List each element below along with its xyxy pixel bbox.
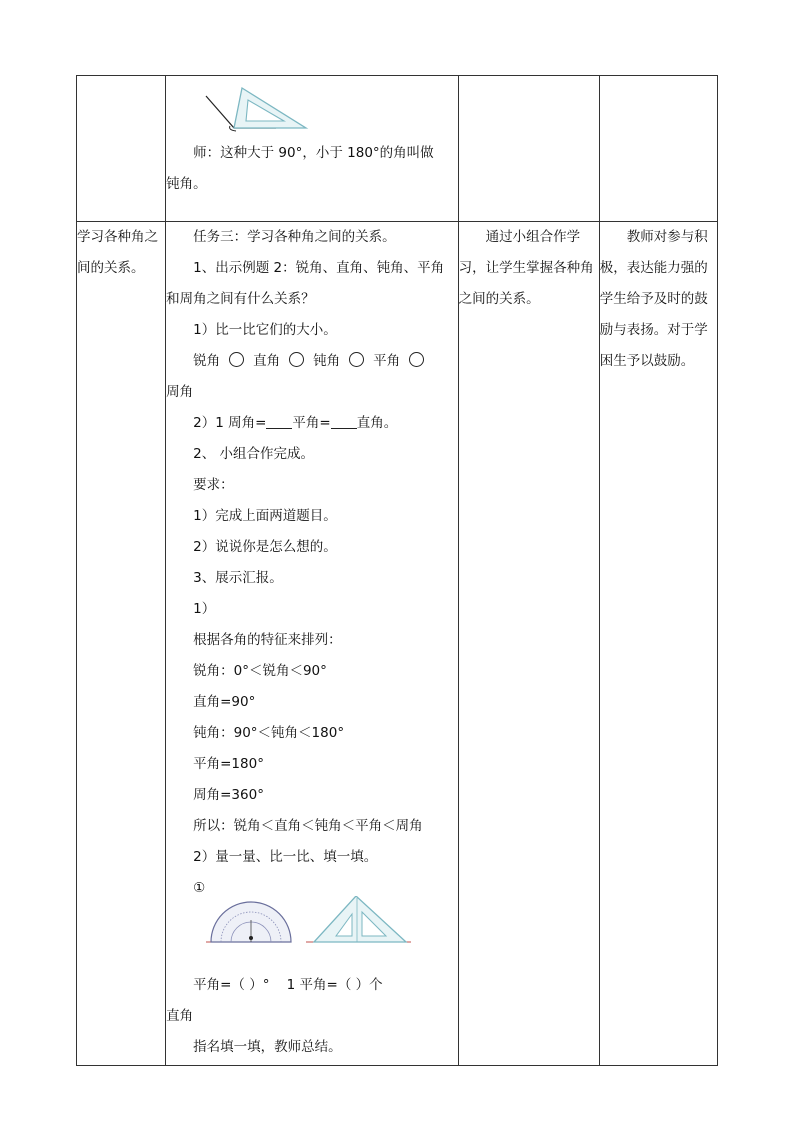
triangle-ruler-figure bbox=[166, 76, 457, 138]
summary: 指名填一填，教师总结。 bbox=[193, 1039, 342, 1055]
angle-label: 直角 bbox=[253, 353, 281, 369]
fill-straight bbox=[166, 970, 457, 1001]
straight-definition: 平角=180° bbox=[193, 756, 264, 772]
section-title: 学习各种角之间的关系。 bbox=[77, 229, 158, 276]
cell-design-intent bbox=[458, 222, 599, 1066]
cell-empty bbox=[77, 76, 166, 222]
angle-label: 锐角 bbox=[193, 353, 221, 369]
example-line: 1、出示例题 2：锐角、直角、钝角、平角 bbox=[193, 260, 445, 276]
table-row bbox=[77, 222, 718, 1066]
group-work: 2、 小组合作完成。 bbox=[193, 446, 315, 462]
requirement-item: 1）完成上面两道题目。 bbox=[193, 508, 337, 524]
obtuse-definition: 钝角：90°＜钝角＜180° bbox=[193, 725, 345, 741]
evaluation-text: 教师对参与积极，表达能力强的学生给予及时的鼓励与表扬。对于学困生予以鼓励。 bbox=[599, 229, 708, 369]
report-step: 3、展示汇报。 bbox=[193, 570, 283, 586]
cell-teaching-content bbox=[166, 222, 458, 1066]
task-title: 任务三：学习各种角之间的关系。 bbox=[193, 229, 396, 245]
angle-label-last: 周角 bbox=[166, 384, 194, 400]
lesson-plan-table bbox=[76, 75, 718, 1066]
cell-empty bbox=[599, 76, 717, 222]
circle-blank-icon bbox=[349, 352, 364, 367]
obtuse-angle-diagram bbox=[166, 76, 316, 138]
circle-blank-icon bbox=[229, 352, 244, 367]
requirement-item: 2）说说你是怎么想的。 bbox=[193, 539, 337, 555]
part-label: 2）量一量、比一比、填一填。 bbox=[193, 849, 378, 865]
requirement-heading: 要求： bbox=[193, 477, 234, 493]
protractor-ruler-figure bbox=[166, 904, 457, 970]
cell-empty bbox=[458, 76, 599, 222]
angle-compare-row bbox=[166, 346, 457, 377]
fill-straight-right: 1 平角=（ ）个 bbox=[286, 977, 383, 993]
compare-instruction: 1）比一比它们的大小。 bbox=[193, 322, 337, 338]
angle-label: 平角 bbox=[373, 353, 401, 369]
teacher-definition-cont: 钝角。 bbox=[166, 176, 207, 192]
arrange-instruction: 根据各角的特征来排列： bbox=[193, 632, 342, 648]
table-row bbox=[77, 76, 718, 222]
fill-suffix: 直角。 bbox=[356, 415, 398, 431]
protractor-and-triangle-diagram bbox=[206, 896, 466, 958]
cell-evaluation bbox=[599, 222, 717, 1066]
fill-straight-cont: 直角 bbox=[166, 1008, 194, 1024]
fill-straight-degree: 平角=（ ）° bbox=[193, 977, 270, 993]
angle-label: 钝角 bbox=[313, 353, 341, 369]
fill-prefix: 2）1 周角= bbox=[193, 415, 267, 431]
teacher-definition: 师：这种大于 90°，小于 180°的角叫做 bbox=[193, 145, 434, 161]
fill-mid: 平角= bbox=[292, 415, 331, 431]
cell-teaching-content bbox=[166, 76, 458, 222]
acute-definition: 锐角：0°＜锐角＜90° bbox=[193, 663, 327, 679]
full-definition: 周角=360° bbox=[193, 787, 264, 803]
circle-blank-icon bbox=[409, 352, 424, 367]
circle-blank-icon bbox=[289, 352, 304, 367]
design-intent-text: 通过小组合作学习，让学生掌握各种角之间的关系。 bbox=[458, 229, 594, 307]
part-label: 1） bbox=[193, 601, 216, 617]
circled-number: ① bbox=[193, 880, 206, 896]
example-line-cont: 和周角之间有什么关系？ bbox=[166, 291, 315, 307]
fill-blank bbox=[331, 414, 357, 429]
conclusion: 所以：锐角＜直角＜钝角＜平角＜周角 bbox=[193, 818, 423, 834]
fill-blank bbox=[266, 414, 292, 429]
cell-section-title bbox=[77, 222, 166, 1066]
fill-question bbox=[166, 408, 457, 439]
right-definition: 直角=90° bbox=[193, 694, 256, 710]
